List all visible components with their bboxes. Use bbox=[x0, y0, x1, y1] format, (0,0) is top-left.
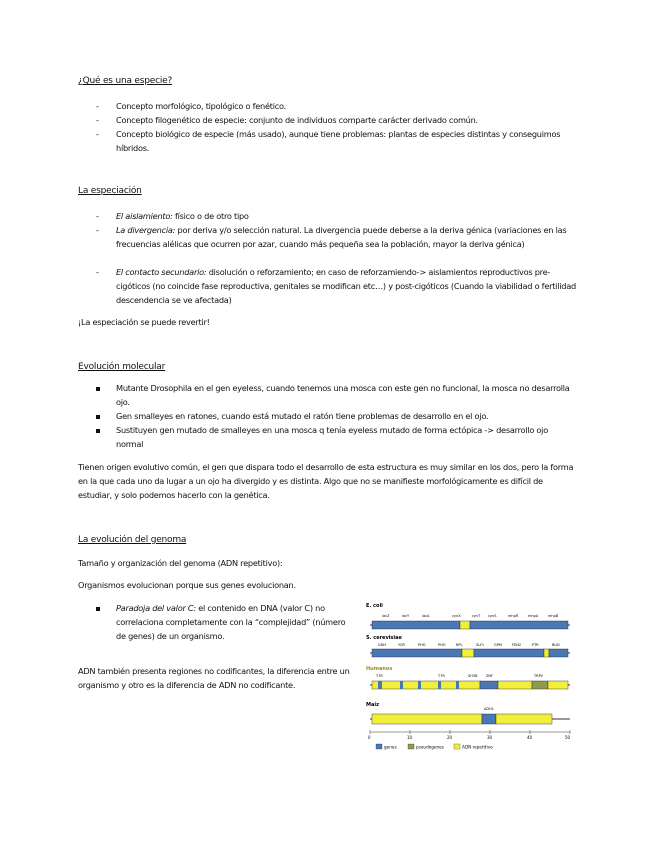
repeat-block bbox=[372, 681, 480, 689]
legend-label: ADN repetitivo bbox=[462, 744, 493, 750]
gene-label: FEN2 bbox=[512, 643, 522, 647]
term: El aislamiento: bbox=[116, 211, 173, 221]
dash-marker: - bbox=[96, 129, 99, 139]
scale-tick: 50 bbox=[565, 735, 571, 740]
dash-marker: - bbox=[96, 115, 99, 125]
note-especiacion: ¡La especiación se puede revertir! bbox=[78, 317, 210, 327]
track-human bbox=[370, 674, 570, 689]
list-item: Mutante Drosophila en el gen eyeless, cuando tenemos una mosca con este gen no funcional, la mosca no desarrolla ojo. bbox=[116, 383, 570, 407]
track-label: Maíz bbox=[366, 702, 379, 708]
paragraph-adn: ADN también presenta regiones no codificantes, la diferencia entre un organismo y otro es la diferencia de ADN no codificante. bbox=[78, 666, 350, 690]
organisms-line: Organismos evolucionan porque sus genes evolucionan. bbox=[78, 580, 296, 590]
repeat-block bbox=[460, 621, 470, 629]
gene-label: BUD bbox=[552, 643, 560, 647]
gene-label: GDH bbox=[378, 643, 387, 647]
repeat-block bbox=[548, 681, 568, 689]
term-text: el contenido en DNA (valor C) no correlaciona completamente con la “complejidad” (número de genes) de un organismo. bbox=[116, 603, 346, 641]
paragraph-evolucion: Tienen origen evolutivo común, el gen que dispara todo el desarrollo de esta estructura es muy similar en los dos, pero la forma en la que cada uno da lugar a un ojo ha divergido y es distinta. Algo que no se manifieste morfológicamente es difícil de estudiar, y solo podemos hacerlo con la genética. bbox=[78, 462, 574, 500]
gene-label: ZNF bbox=[486, 674, 494, 678]
list-item bbox=[116, 601, 354, 643]
gene-block bbox=[372, 649, 462, 657]
gene-label: cynX bbox=[452, 614, 461, 618]
repeat-block bbox=[462, 649, 474, 657]
term: Paradoja del valor C: bbox=[116, 603, 196, 613]
gene-label: TRPV bbox=[534, 674, 544, 678]
track-label: E. coli bbox=[366, 603, 383, 609]
term-text: físico o de otro tipo bbox=[172, 211, 249, 221]
bullet-marker bbox=[96, 415, 100, 419]
repeat-block bbox=[372, 714, 482, 724]
gene-label: GPM bbox=[494, 643, 502, 647]
legend-label: genes bbox=[384, 744, 397, 750]
scale-tick: 0 bbox=[368, 735, 371, 740]
list-item: Gen smalleyes en ratones, cuando está mutado el ratón tiene problemas de desarrollo en el ojo. bbox=[116, 411, 489, 421]
gene-label: SH3B bbox=[468, 674, 478, 678]
bullet-marker bbox=[96, 387, 100, 391]
list-item: Concepto filogenético de especie: conjunto de individuos comparte carácter derivado común. bbox=[116, 115, 478, 125]
repeat-block bbox=[498, 681, 532, 689]
track-yeast bbox=[370, 643, 570, 657]
legend-swatch-repeat bbox=[454, 744, 460, 749]
gene-block bbox=[378, 681, 382, 689]
gene-label: lacZ bbox=[382, 614, 390, 618]
gene-label: PHO bbox=[438, 643, 446, 647]
heading-especiacion: La especiación bbox=[78, 186, 142, 196]
scale-tick: 10 bbox=[407, 735, 413, 740]
term-text: disolución o reforzamiento; en caso de reforzamiendo-> aislamientos reproductivos pre-cigóticos (no coincide fase reproductiva, genitales se modifican etc…) y post-cigóticos (Cuando la viabilidad o fertilidad descendencia se ve afectada) bbox=[116, 267, 576, 305]
gene-label: SLY1 bbox=[476, 643, 485, 647]
gene-block bbox=[400, 681, 403, 689]
dash-marker: - bbox=[96, 225, 99, 235]
gene-label: ADH1 bbox=[484, 707, 494, 711]
heading-evolucion-molecular: Evolución molecular bbox=[78, 362, 166, 372]
gene-label: mhpR bbox=[508, 614, 519, 618]
genome-size-line: Tamaño y organización del genoma (ADN repetitivo): bbox=[78, 558, 283, 568]
gene-label: mhpB bbox=[548, 614, 559, 618]
track-ecoli bbox=[370, 614, 570, 629]
gene-block bbox=[480, 681, 498, 689]
dash-marker: - bbox=[96, 267, 99, 277]
gene-block bbox=[470, 621, 568, 629]
genome-comparison-figure bbox=[360, 598, 580, 758]
track-label: S. cerevisiae bbox=[366, 635, 402, 641]
gene-block bbox=[418, 681, 421, 689]
term: El contacto secundario: bbox=[116, 267, 207, 277]
bullet-marker bbox=[96, 607, 100, 611]
list-item bbox=[116, 209, 576, 223]
pseudogene-block bbox=[532, 681, 548, 689]
list-item bbox=[116, 265, 576, 307]
gene-block bbox=[474, 649, 544, 657]
dash-marker: - bbox=[96, 211, 99, 221]
gene-label: T7R bbox=[376, 674, 383, 678]
list-item bbox=[116, 223, 576, 251]
gene-label: PTR bbox=[532, 643, 539, 647]
gene-block bbox=[482, 714, 496, 724]
track-label: Humanos bbox=[366, 666, 393, 672]
list-item: Sustituyen gen mutado de smalleyes en una mosca q tenía eyeless mutado de forma ectópica -> desarrollo ojo normal bbox=[116, 425, 548, 449]
gene-label: mhpA bbox=[528, 614, 539, 618]
gene-block bbox=[456, 681, 459, 689]
scale-tick: 30 bbox=[487, 735, 493, 740]
dash-marker: - bbox=[96, 101, 99, 111]
bullet-marker bbox=[96, 429, 100, 433]
gene-label: PHO bbox=[418, 643, 426, 647]
legend-label: pseudogenes bbox=[416, 744, 444, 750]
gene-label: T7R bbox=[438, 674, 445, 678]
scale-axis bbox=[368, 730, 571, 740]
scale-tick: 40 bbox=[527, 735, 533, 740]
track-maize bbox=[370, 707, 570, 724]
gene-label: lacY bbox=[402, 614, 410, 618]
figure-legend bbox=[376, 744, 493, 750]
scale-tick: 20 bbox=[447, 735, 453, 740]
gene-block bbox=[372, 621, 460, 629]
gene-label: YCR bbox=[398, 643, 405, 647]
heading-que-es-especie: ¿Qué es una especie? bbox=[78, 76, 173, 86]
gene-label: cynT bbox=[472, 614, 481, 618]
list-item: Concepto biológico de especie (más usado), aunque tiene problemas: plantas de especies distintas y conseguimos híbridos. bbox=[116, 129, 561, 153]
term-text: por deriva y/o selección natural. La divergencia puede deberse a la deriva génica (variaciones en las frecuencias alélicas que ocurren por azar, cuando más pequeña sea la población, mayor la deriva génica) bbox=[116, 225, 567, 249]
legend-swatch-genes bbox=[376, 744, 382, 749]
term: La divergencia: bbox=[116, 225, 176, 235]
legend-swatch-pseudogenes bbox=[408, 744, 414, 749]
gene-label: cynS bbox=[488, 614, 497, 618]
list-item: Concepto morfológico, tipológico o fenético. bbox=[116, 101, 286, 111]
heading-evolucion-genoma: La evolución del genoma bbox=[78, 535, 187, 545]
repeat-block bbox=[544, 649, 549, 657]
gene-label: lacA bbox=[422, 614, 430, 618]
gene-label: RPL bbox=[456, 643, 463, 647]
gene-block bbox=[438, 681, 441, 689]
gene-block bbox=[549, 649, 568, 657]
repeat-block bbox=[496, 714, 552, 724]
